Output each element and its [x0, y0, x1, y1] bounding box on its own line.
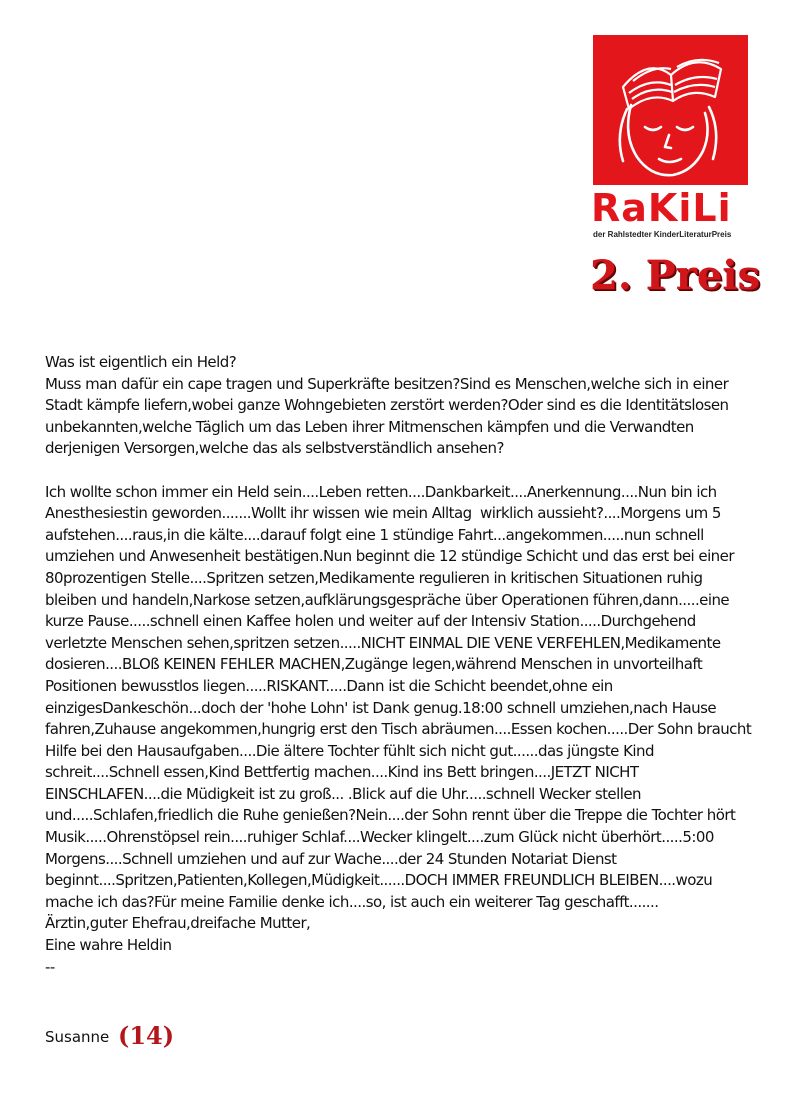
girl-with-book-icon [593, 35, 748, 185]
text-line: Morgens....Schnell umziehen und auf zur Wache....der 24 Stunden Notariat Dienst [45, 849, 617, 868]
text-line: Hilfe bei den Hausaufgaben....Die ältere Tochter fühlt sich nicht gut......das jüngste Kind [45, 741, 654, 760]
text-line: Was ist eigentlich ein Held? [45, 353, 237, 371]
text-line: Muss man dafür ein cape tragen und Superkräfte besitzen?Sind es Menschen,welche sich in einer [45, 374, 729, 393]
text-line: Musik.....Ohrenstöpsel rein....ruhiger Schlaf....Wecker klingelt....zum Glück nicht überhört.....5:00 [45, 828, 714, 847]
text-line: beginnt....Spritzen,Patienten,Kollegen,Müdigkeit......DOCH IMMER FREUNDLICH BLEIBEN....wozu [45, 871, 713, 890]
paragraph-gap [45, 460, 775, 482]
prize-title: 2. Preis [590, 252, 760, 299]
text-line: derjenigen Versorgen,welche das als selbstverständlich ansehen? [45, 439, 504, 458]
brand-tagline: der Rahlstedter KinderLiteraturPreis [593, 230, 732, 239]
text-line: EINSCHLAFEN....die Müdigkeit ist zu groß... .Blick auf die Uhr.....schnell Wecker stellen [45, 784, 641, 803]
text-line: bleiben und handeln,Narkose setzen,aufklärungsgespräche über Operationen führen,dann.....eine [45, 590, 730, 609]
text-line: umziehen und Anwesenheit bestätigen.Nun beginnt die 12 stündige Schicht und das erst bei einer [45, 547, 734, 566]
text-line: Ich wollte schon immer ein Held sein....Leben retten....Dankbarkeit....Anerkennung....Nun bin ich [45, 482, 717, 501]
text-line: Anesthesiestin geworden.......Wollt ihr wissen wie mein Alltag wirklich aussieht?....Morgens um 5 [45, 504, 721, 523]
text-line: Stadt kämpfe liefern,wobei ganze Wohngebieten zerstört werden?Oder sind es die Identitätslosen [45, 396, 729, 415]
rakili-logo [593, 35, 748, 185]
text-line: kurze Pause.....schnell einen Kaffee holen und weiter auf der Intensiv Station.....Durchgehend [45, 612, 696, 631]
text-line: verletzte Menschen sehen,spritzen setzen.....NICHT EINMAL DIE VENE VERFEHLEN,Medikamente [45, 633, 721, 652]
text-line: mache ich das?Für meine Familie denke ich....so, ist auch ein weiterer Tag geschafft....... [45, 892, 659, 911]
text-line: Ärztin,guter Ehefrau,dreifache Mutter, [45, 914, 311, 933]
text-line: 80prozentigen Stelle....Spritzen setzen,Medikamente regulieren in kritischen Situationen ruhig [45, 568, 703, 587]
story-text [45, 352, 775, 978]
brand-name: RaKiLi [591, 186, 732, 230]
author-name: Susanne [45, 1028, 110, 1046]
text-line: schreit....Schnell essen,Kind Bettfertig machen....Kind ins Bett bringen....JETZT NICHT [45, 763, 639, 782]
text-line: aufstehen....raus,in die kälte....darauf folgt eine 1 stündige Fahrt...angekommen.....nun schnell [45, 525, 704, 544]
text-line: -- [45, 957, 55, 976]
text-line: Positionen bewusstlos liegen.....RISKANT.....Dann ist die Schicht beendet,ohne ein [45, 676, 613, 695]
text-line: dosieren....BLOß KEINEN FEHLER MACHEN,Zugänge legen,während Menschen in unvorteilhaft [45, 655, 703, 674]
text-line: und.....Schlafen,friedlich die Ruhe genießen?Nein....der Sohn rennt über die Treppe die Tochter hört [45, 806, 736, 825]
author-age: (14) [118, 1021, 175, 1050]
text-line: fahren,Zuhause angekommen,hungrig erst den Tisch abräumen....Essen kochen.....Der Sohn braucht [45, 720, 752, 739]
text-line: unbekannten,welche Täglich um das Leben ihrer Mitmenschen kämpfen und die Verwandten [45, 417, 694, 436]
text-line: Eine wahre Heldin [45, 936, 172, 955]
text-line: einzigesDankeschön...doch der 'hohe Lohn' ist Dank genug.18:00 schnell umziehen,nach Hause [45, 698, 717, 717]
